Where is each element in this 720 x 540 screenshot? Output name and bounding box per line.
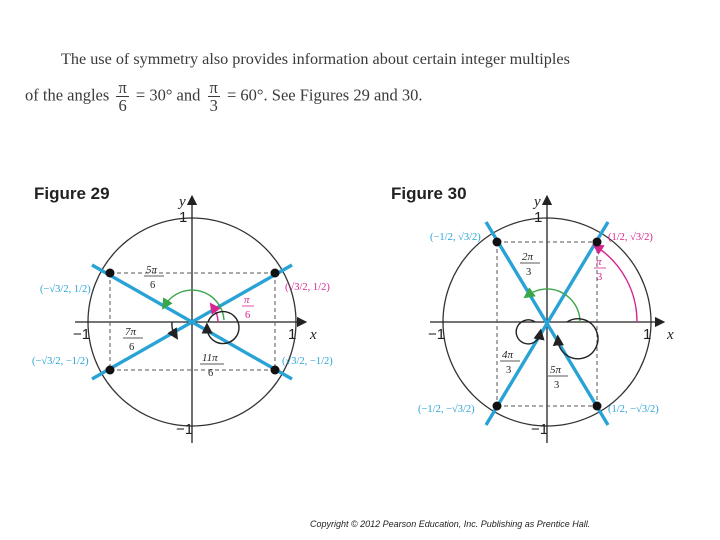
coord-label-q3-29 bbox=[32, 355, 89, 367]
coord-label-q4-30 bbox=[608, 403, 659, 415]
figure-29 bbox=[32, 184, 333, 443]
coord-label-q4-29 bbox=[282, 355, 333, 367]
point-q4-30 bbox=[593, 402, 602, 411]
svg-text:6: 6 bbox=[150, 280, 156, 291]
coord-label-q1-30 bbox=[608, 231, 653, 243]
svg-text:(−1/2, √3/2): (−1/2, √3/2) bbox=[430, 232, 481, 243]
svg-text:7π: 7π bbox=[125, 326, 137, 338]
arc-pi3 bbox=[597, 247, 637, 322]
top-tick-29: 1 bbox=[179, 209, 188, 226]
frac1-numerator: π bbox=[118, 78, 127, 97]
point-q1-30 bbox=[593, 238, 602, 247]
y-axis-label-29: y bbox=[179, 194, 186, 210]
svg-text:4π: 4π bbox=[502, 349, 514, 361]
point-q2-29 bbox=[106, 269, 115, 278]
svg-text:(√3/2, 1/2): (√3/2, 1/2) bbox=[285, 282, 330, 293]
point-q2-30 bbox=[493, 238, 502, 247]
angle-label-5pi6 bbox=[144, 264, 164, 291]
y-axis-label-30: y bbox=[534, 194, 541, 210]
svg-text:π: π bbox=[244, 294, 250, 306]
arc-5pi6 bbox=[165, 290, 224, 320]
line2-mid: = 30° and bbox=[135, 85, 201, 105]
coord-label-q2-30 bbox=[430, 231, 481, 243]
svg-text:2π: 2π bbox=[522, 251, 534, 263]
svg-text:11π: 11π bbox=[202, 352, 218, 364]
angle-label-2pi3 bbox=[520, 251, 540, 278]
frac1-denominator: 6 bbox=[118, 96, 127, 115]
svg-text:6: 6 bbox=[208, 368, 214, 379]
point-q3-29 bbox=[106, 366, 115, 375]
left-tick-30: −1 bbox=[428, 326, 446, 343]
figure-30-title: Figure 30 bbox=[391, 184, 467, 203]
arc-4pi3 bbox=[516, 320, 540, 344]
svg-text:3: 3 bbox=[597, 272, 603, 283]
point-q3-30 bbox=[493, 402, 502, 411]
svg-text:3: 3 bbox=[526, 267, 532, 278]
x-axis-label-29: x bbox=[310, 327, 317, 343]
svg-text:6: 6 bbox=[245, 310, 251, 321]
svg-text:(1/2, −√3/2): (1/2, −√3/2) bbox=[608, 404, 659, 415]
angle-label-5pi3 bbox=[548, 364, 568, 391]
svg-text:(−1/2, −√3/2): (−1/2, −√3/2) bbox=[418, 404, 475, 415]
left-tick-29: −1 bbox=[73, 326, 91, 343]
svg-text:6: 6 bbox=[129, 342, 135, 353]
svg-text:(1/2, √3/2): (1/2, √3/2) bbox=[608, 232, 653, 243]
intro-text-line-1: The use of symmetry also provides information about certain integer multiples bbox=[61, 50, 570, 68]
line2-start: of the angles bbox=[25, 85, 110, 105]
copyright-notice: Copyright © 2012 Pearson Education, Inc. Publishing as Prentice Hall. bbox=[310, 519, 591, 529]
angle-label-pi3 bbox=[594, 256, 606, 283]
right-tick-30: 1 bbox=[643, 326, 652, 343]
angle-label-7pi6 bbox=[123, 326, 143, 353]
svg-text:(−√3/2, −1/2): (−√3/2, −1/2) bbox=[32, 356, 89, 367]
right-tick-29: 1 bbox=[288, 326, 297, 343]
angle-label-11pi6 bbox=[200, 352, 224, 379]
svg-text:(−√3/2, 1/2): (−√3/2, 1/2) bbox=[40, 284, 91, 295]
x-axis-label-30: x bbox=[667, 327, 674, 343]
arc-5pi3 bbox=[558, 319, 598, 359]
coord-label-q1-29 bbox=[285, 281, 330, 293]
svg-text:π: π bbox=[596, 256, 602, 268]
point-q4-29 bbox=[271, 366, 280, 375]
point-q1-29 bbox=[271, 269, 280, 278]
frac2-numerator: π bbox=[209, 78, 218, 97]
figure-29-title: Figure 29 bbox=[34, 184, 110, 203]
top-tick-30: 1 bbox=[534, 209, 543, 226]
svg-text:3: 3 bbox=[554, 380, 560, 391]
svg-text:5π: 5π bbox=[146, 264, 158, 276]
bottom-tick-29: −1 bbox=[176, 421, 194, 438]
svg-text:3: 3 bbox=[506, 365, 512, 376]
bottom-tick-30: −1 bbox=[531, 421, 549, 438]
svg-text:5π: 5π bbox=[550, 364, 562, 376]
line2-end: = 60°. See Figures 29 and 30. bbox=[226, 85, 423, 105]
angle-label-pi6 bbox=[242, 294, 254, 321]
svg-text:(√3/2, −1/2): (√3/2, −1/2) bbox=[282, 356, 333, 367]
frac2-denominator: 3 bbox=[209, 96, 218, 115]
coord-label-q3-30 bbox=[418, 403, 475, 415]
figure-30 bbox=[391, 184, 674, 443]
coord-label-q2-29 bbox=[40, 283, 91, 295]
